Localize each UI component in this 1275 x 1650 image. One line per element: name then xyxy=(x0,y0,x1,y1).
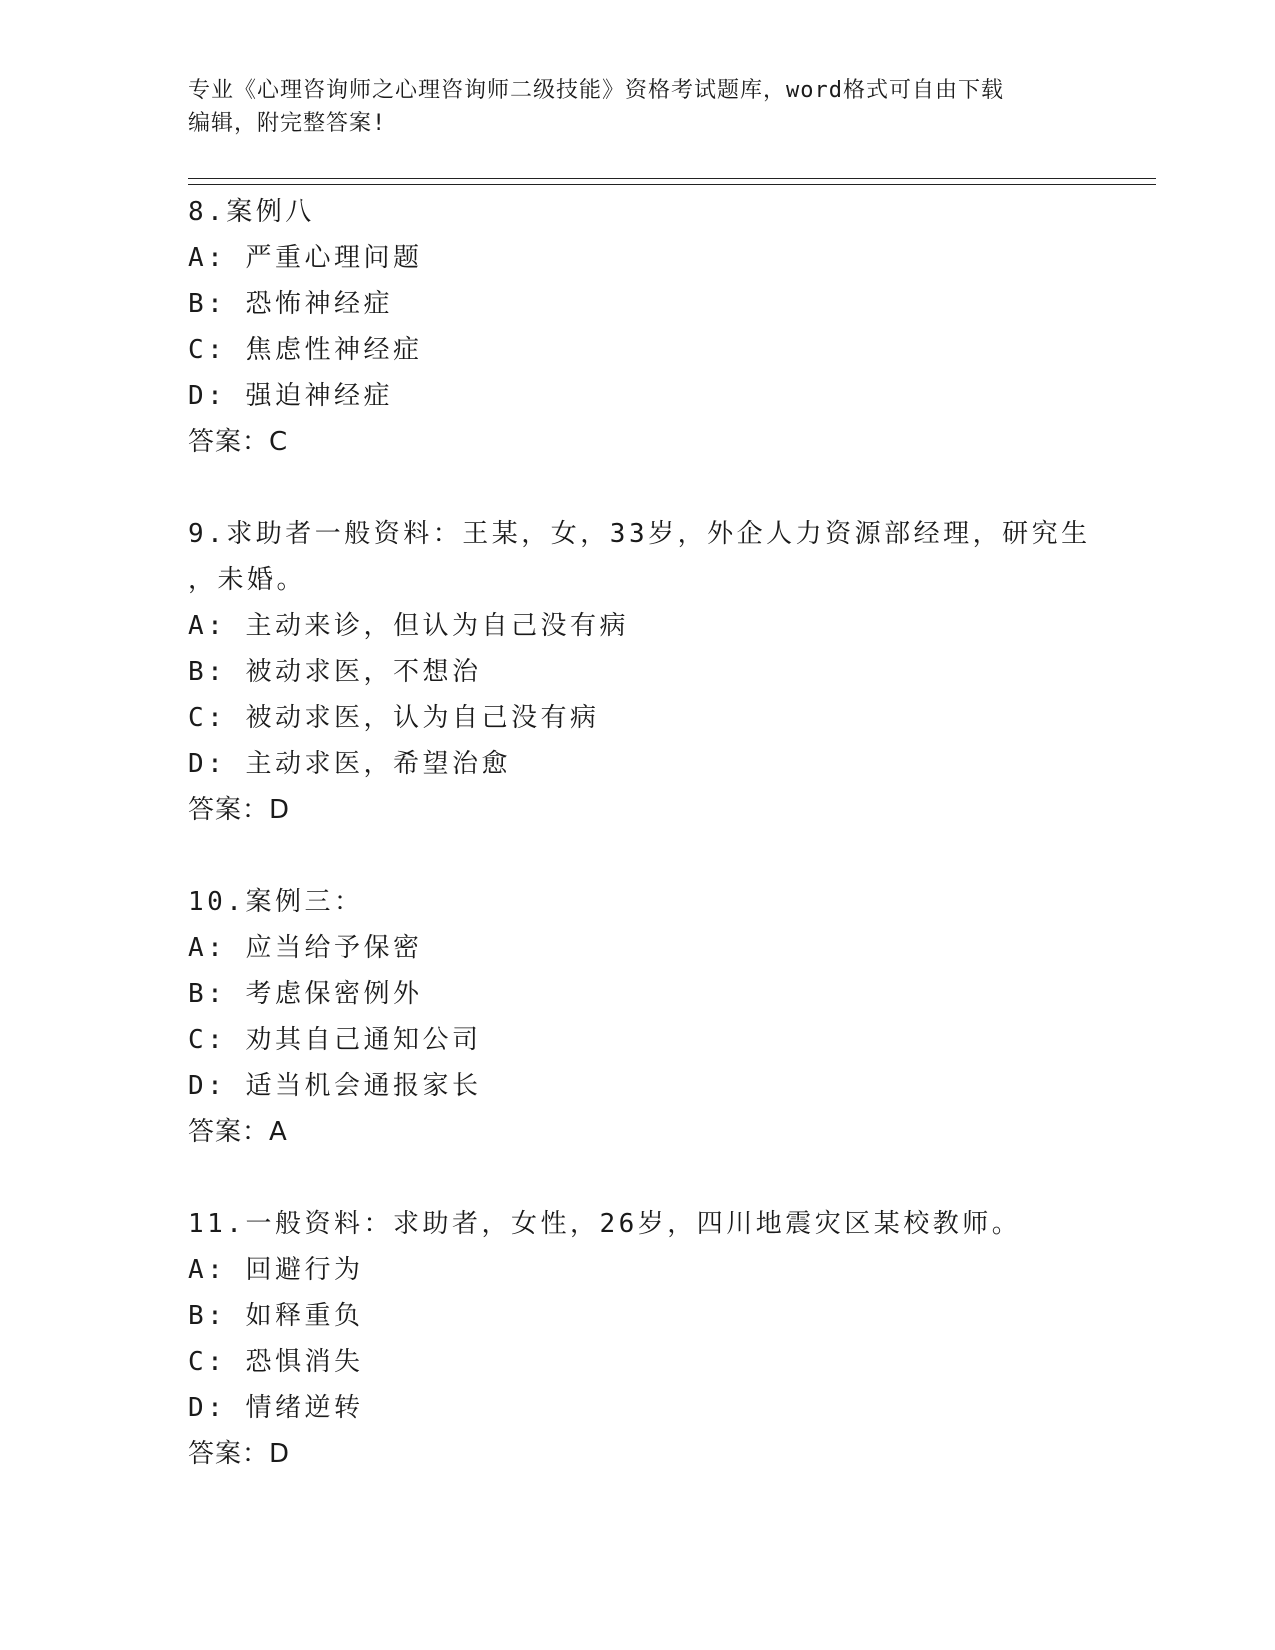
answer-label: 答案：C xyxy=(188,427,289,457)
question-stem: 11.一般资料：求助者，女性，26岁，四川地震灾区某校教师。 xyxy=(188,1209,1022,1239)
question-list xyxy=(188,189,1148,1523)
document-header xyxy=(188,74,1068,140)
question-10 xyxy=(188,879,1148,1155)
question-11 xyxy=(188,1201,1148,1477)
option-a: A: 应当给予保密 xyxy=(188,933,423,963)
option-b: B: 恐怖神经症 xyxy=(188,289,393,319)
question-8 xyxy=(188,189,1148,465)
option-b: B: 考虑保密例外 xyxy=(188,979,423,1009)
question-stem: 9.求助者一般资料：王某，女，33岁，外企人力资源部经理，研究生 xyxy=(188,519,1091,549)
option-d: D: 主动求医，希望治愈 xyxy=(188,749,511,779)
option-b: B: 如释重负 xyxy=(188,1301,364,1331)
option-c: C: 被动求医，认为自己没有病 xyxy=(188,703,600,733)
question-stem-continued: ，未婚。 xyxy=(188,565,307,595)
header-line-1: 专业《心理咨询师之心理咨询师二级技能》资格考试题库，word格式可自由下载 xyxy=(188,78,1004,103)
option-a: A: 严重心理问题 xyxy=(188,243,423,273)
option-d: D: 适当机会通报家长 xyxy=(188,1071,482,1101)
answer-label: 答案：A xyxy=(188,1117,288,1147)
option-d: D: 强迫神经症 xyxy=(188,381,393,411)
question-stem: 10.案例三： xyxy=(188,887,364,917)
question-stem: 8.案例八 xyxy=(188,197,315,227)
header-divider-bottom xyxy=(188,184,1156,185)
answer-label: 答案：D xyxy=(188,1439,291,1469)
option-c: C: 焦虑性神经症 xyxy=(188,335,423,365)
option-a: A: 回避行为 xyxy=(188,1255,364,1285)
header-line-2: 编辑，附完整答案! xyxy=(188,111,387,136)
option-c: C: 劝其自己通知公司 xyxy=(188,1025,482,1055)
option-c: C: 恐惧消失 xyxy=(188,1347,364,1377)
option-a: A: 主动来诊，但认为自己没有病 xyxy=(188,611,629,641)
option-d: D: 情绪逆转 xyxy=(188,1393,364,1423)
question-9 xyxy=(188,511,1148,833)
answer-label: 答案：D xyxy=(188,795,291,825)
option-b: B: 被动求医，不想治 xyxy=(188,657,482,687)
header-divider-top xyxy=(188,178,1156,179)
